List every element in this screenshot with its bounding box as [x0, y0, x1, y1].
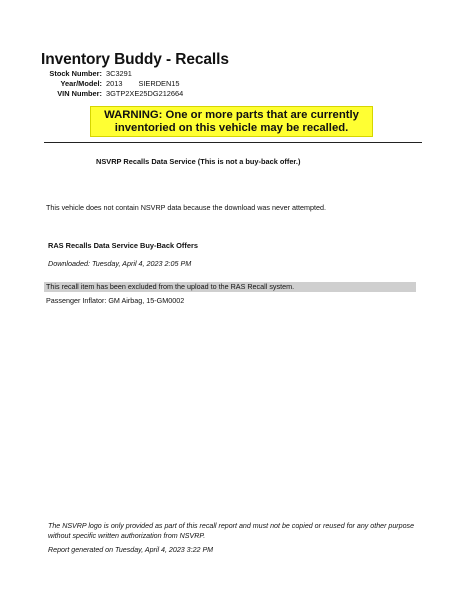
- ras-downloaded-timestamp: Downloaded: Tuesday, April 4, 2023 2:05 PM: [48, 259, 192, 268]
- ras-section-heading: RAS Recalls Data Service Buy-Back Offers: [48, 241, 198, 250]
- warning-line-2: inventoried on this vehicle may be recalled.: [114, 122, 349, 134]
- vehicle-details: [40, 69, 183, 99]
- vin-number-row: [40, 89, 183, 99]
- report-generated-timestamp: Report generated on Tuesday, April 4, 2023 3:22 PM: [48, 546, 214, 554]
- recall-warning-banner: [90, 106, 373, 137]
- recall-item: Passenger Inflator: GM Airbag, 15-GM0002: [46, 296, 185, 305]
- section-divider: [44, 142, 422, 143]
- year-model-label: Year/Model:: [60, 79, 102, 88]
- stock-number-row: [40, 69, 183, 79]
- page-title: Inventory Buddy - Recalls: [41, 51, 229, 68]
- nsvrp-logo-notice: The NSVRP logo is only provided as part of this recall report and must not be copied or reused for any other purpose without specific written authorization from NSVRP.: [48, 522, 415, 540]
- stock-number-value: 3C3291: [106, 69, 132, 78]
- stock-number-label: Stock Number:: [49, 69, 102, 78]
- year-model-row: [40, 79, 183, 89]
- excluded-recall-notice: This recall item has been excluded from the upload to the RAS Recall system.: [44, 282, 416, 292]
- vin-number-label: VIN Number:: [57, 89, 102, 98]
- model-value: SIERDEN15: [138, 79, 180, 88]
- vin-number-value: 3GTP2XE25DG212664: [106, 89, 184, 98]
- warning-line-1: WARNING: One or more parts that are currently: [104, 109, 359, 121]
- nsvrp-section-heading: NSVRP Recalls Data Service (This is not a buy-back offer.): [96, 157, 301, 166]
- nsvrp-status-text: This vehicle does not contain NSVRP data because the download was never attempted.: [46, 203, 326, 212]
- year-value: 2013: [106, 79, 123, 88]
